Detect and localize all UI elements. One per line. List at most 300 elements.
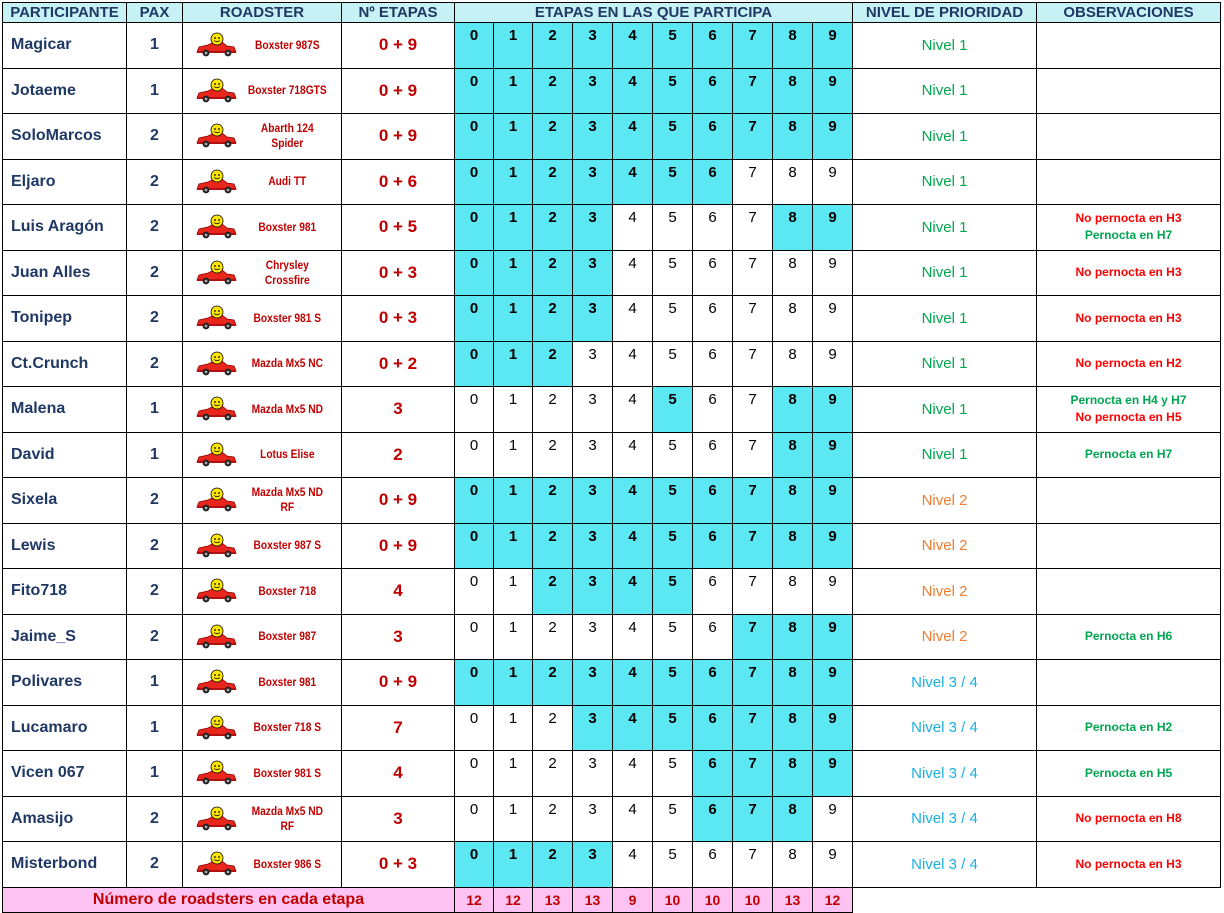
stage-cell: 5 <box>653 296 693 342</box>
participant-name: Sixela <box>3 478 127 524</box>
stage-cell: 8 <box>773 205 813 251</box>
table-row <box>3 432 1221 478</box>
stage-cell: 3 <box>573 478 613 524</box>
stage-cell: 5 <box>653 205 693 251</box>
roadster-car-icon <box>195 715 237 741</box>
stage-cell: 4 <box>613 250 653 296</box>
table-row <box>3 250 1221 296</box>
observation-note: Pernocta en H2 <box>1084 720 1173 735</box>
roadster-car-icon <box>195 624 237 650</box>
roadster-car-icon <box>195 214 237 240</box>
table-row <box>3 842 1221 888</box>
stage-cell: 2 <box>533 523 573 569</box>
stage-cell: 8 <box>773 523 813 569</box>
participant-name: Amasijo <box>3 796 127 842</box>
roadster-wrap <box>183 797 341 842</box>
stage-cell: 2 <box>533 341 573 387</box>
header-roadster: ROADSTER <box>183 3 342 23</box>
stage-cell: 4 <box>613 341 653 387</box>
stage-cell: 9 <box>813 114 853 160</box>
roadster-wrap <box>183 205 341 250</box>
priority-level: Nivel 1 <box>853 296 1037 342</box>
priority-level: Nivel 1 <box>853 250 1037 296</box>
stage-cell: 8 <box>773 432 813 478</box>
stage-cell: 9 <box>813 205 853 251</box>
roadster-wrap <box>183 478 341 523</box>
stage-count: 0 + 5 <box>342 205 455 251</box>
stage-cell: 3 <box>573 523 613 569</box>
stage-cell: 0 <box>455 159 494 205</box>
stage-cell: 5 <box>653 796 693 842</box>
stage-cell: 9 <box>813 705 853 751</box>
stage-cell: 4 <box>613 842 653 888</box>
priority-level: Nivel 2 <box>853 523 1037 569</box>
stage-count: 0 + 9 <box>342 114 455 160</box>
stage-cell: 3 <box>573 68 613 114</box>
pax-count: 1 <box>127 23 183 69</box>
stage-cell: 3 <box>573 296 613 342</box>
roadster-cell <box>183 705 342 751</box>
table-row <box>3 660 1221 706</box>
roadster-model: Abarth 124 Spider <box>260 121 314 151</box>
stage-cell: 8 <box>773 796 813 842</box>
stage-cell: 3 <box>573 114 613 160</box>
stage-total: 13 <box>533 887 573 912</box>
observations-cell <box>1037 159 1221 205</box>
roadster-cell <box>183 114 342 160</box>
roadster-wrap <box>183 296 341 341</box>
stage-cell: 7 <box>733 341 773 387</box>
stage-cell: 5 <box>653 478 693 524</box>
stage-cell: 2 <box>533 68 573 114</box>
stage-cell: 0 <box>455 751 494 797</box>
stage-cell: 8 <box>773 842 813 888</box>
roadster-cell <box>183 205 342 251</box>
participant-name: Jaime_S <box>3 614 127 660</box>
stage-cell: 2 <box>533 432 573 478</box>
stage-count: 0 + 6 <box>342 159 455 205</box>
stage-cell: 6 <box>693 660 733 706</box>
stage-cell: 9 <box>813 751 853 797</box>
stage-cell: 3 <box>573 796 613 842</box>
stage-count: 4 <box>342 751 455 797</box>
header-obs: OBSERVACIONES <box>1037 3 1221 23</box>
stage-cell: 0 <box>455 660 494 706</box>
priority-level: Nivel 3 / 4 <box>853 751 1037 797</box>
pax-count: 2 <box>127 796 183 842</box>
roadster-car-icon <box>195 442 237 468</box>
roadster-car-icon <box>195 396 237 422</box>
stage-cell: 6 <box>693 569 733 615</box>
stage-cell: 8 <box>773 23 813 69</box>
observation-note: Pernocta en H7 <box>1084 447 1173 462</box>
stage-cell: 6 <box>693 296 733 342</box>
stage-cell: 3 <box>573 159 613 205</box>
pax-count: 2 <box>127 250 183 296</box>
roadster-car-icon <box>195 260 237 286</box>
stage-cell: 1 <box>494 387 533 433</box>
stage-cell: 4 <box>613 296 653 342</box>
roadster-car-icon <box>195 169 237 195</box>
roadster-cell <box>183 250 342 296</box>
stage-cell: 6 <box>693 341 733 387</box>
observations-cell <box>1037 523 1221 569</box>
roadster-model: Boxster 718GTS <box>247 83 327 98</box>
stage-cell: 1 <box>494 478 533 524</box>
stage-cell: 6 <box>693 159 733 205</box>
stage-cell: 6 <box>693 114 733 160</box>
stage-total: 12 <box>494 887 533 912</box>
footer-row <box>3 887 1221 912</box>
observations-cell <box>1037 660 1221 706</box>
stage-total: 10 <box>653 887 693 912</box>
stage-cell: 0 <box>455 250 494 296</box>
table-row <box>3 751 1221 797</box>
stage-cell: 4 <box>613 796 653 842</box>
stage-total: 9 <box>613 887 653 912</box>
stage-cell: 7 <box>733 751 773 797</box>
stage-cell: 1 <box>494 114 533 160</box>
stage-cell: 3 <box>573 842 613 888</box>
stage-cell: 5 <box>653 751 693 797</box>
stage-cell: 1 <box>494 432 533 478</box>
pax-count: 1 <box>127 705 183 751</box>
priority-level: Nivel 1 <box>853 341 1037 387</box>
footer-blank <box>1037 887 1221 912</box>
table-row <box>3 341 1221 387</box>
stage-cell: 7 <box>733 478 773 524</box>
observation-note: No pernocta en H5 <box>1075 410 1182 425</box>
stage-cell: 6 <box>693 68 733 114</box>
stage-cell: 9 <box>813 341 853 387</box>
stage-cell: 0 <box>455 114 494 160</box>
observations-cell <box>1037 296 1221 342</box>
stage-cell: 7 <box>733 705 773 751</box>
stage-cell: 0 <box>455 569 494 615</box>
table-row <box>3 23 1221 69</box>
stage-cell: 5 <box>653 114 693 160</box>
stage-cell: 6 <box>693 387 733 433</box>
roadster-cell <box>183 387 342 433</box>
participant-name: Eljaro <box>3 159 127 205</box>
stage-count: 0 + 9 <box>342 660 455 706</box>
roadster-cell <box>183 614 342 660</box>
header-nivel: NIVEL DE PRIORIDAD <box>853 3 1037 23</box>
stage-cell: 8 <box>773 250 813 296</box>
stage-cell: 3 <box>573 705 613 751</box>
stage-cell: 2 <box>533 842 573 888</box>
roadster-wrap <box>183 342 341 387</box>
stage-cell: 7 <box>733 569 773 615</box>
observation-note: No pernocta en H3 <box>1075 265 1182 280</box>
stage-cell: 1 <box>494 250 533 296</box>
priority-level: Nivel 1 <box>853 23 1037 69</box>
priority-level: Nivel 2 <box>853 478 1037 524</box>
roadster-wrap <box>183 387 341 432</box>
stage-cell: 9 <box>813 796 853 842</box>
roadster-cell <box>183 569 342 615</box>
stage-cell: 7 <box>733 205 773 251</box>
stage-cell: 7 <box>733 159 773 205</box>
header-row <box>3 3 1221 23</box>
stage-count: 0 + 9 <box>342 68 455 114</box>
observation-note: No pernocta en H3 <box>1075 211 1182 226</box>
stage-total: 10 <box>733 887 773 912</box>
roadster-model: Lotus Elise <box>260 447 315 462</box>
roadster-model: Boxster 987 <box>258 629 317 644</box>
stage-cell: 4 <box>613 660 653 706</box>
stage-cell: 1 <box>494 296 533 342</box>
stage-cell: 8 <box>773 341 813 387</box>
stage-cell: 5 <box>653 660 693 706</box>
stage-cell: 2 <box>533 705 573 751</box>
stage-count: 4 <box>342 569 455 615</box>
stage-cell: 5 <box>653 842 693 888</box>
stage-cell: 0 <box>455 432 494 478</box>
observation-note: No pernocta en H3 <box>1075 856 1182 871</box>
stage-cell: 2 <box>533 250 573 296</box>
stage-cell: 4 <box>613 751 653 797</box>
stage-cell: 7 <box>733 250 773 296</box>
stage-count: 0 + 3 <box>342 296 455 342</box>
stage-cell: 7 <box>733 387 773 433</box>
stage-cell: 9 <box>813 250 853 296</box>
stage-cell: 0 <box>455 523 494 569</box>
roadster-car-icon <box>195 32 237 58</box>
table-row <box>3 68 1221 114</box>
roadster-cell <box>183 68 342 114</box>
stage-cell: 5 <box>653 250 693 296</box>
stage-cell: 8 <box>773 569 813 615</box>
roadster-car-icon <box>195 123 237 149</box>
header-pax: PAX <box>127 3 183 23</box>
observation-note: Pernocta en H4 y H7 <box>1070 393 1187 408</box>
stage-cell: 6 <box>693 523 733 569</box>
stage-cell: 2 <box>533 296 573 342</box>
table-row <box>3 159 1221 205</box>
roadster-wrap <box>183 751 341 796</box>
stage-cell: 8 <box>773 68 813 114</box>
participant-name: David <box>3 432 127 478</box>
header-etapas: Nº ETAPAS <box>342 3 455 23</box>
participant-name: SoloMarcos <box>3 114 127 160</box>
footer-label: Número de roadsters en cada etapa <box>3 887 455 912</box>
stage-cell: 6 <box>693 705 733 751</box>
observations-cell <box>1037 23 1221 69</box>
footer-blank <box>853 887 1037 912</box>
priority-level: Nivel 2 <box>853 569 1037 615</box>
stage-cell: 5 <box>653 341 693 387</box>
header-stages: ETAPAS EN LAS QUE PARTICIPA <box>455 3 853 23</box>
stage-cell: 1 <box>494 751 533 797</box>
priority-level: Nivel 3 / 4 <box>853 705 1037 751</box>
roadster-cell <box>183 432 342 478</box>
stage-cell: 7 <box>733 23 773 69</box>
roadster-model: Boxster 987 S <box>253 538 322 553</box>
stage-cell: 1 <box>494 614 533 660</box>
table-row <box>3 796 1221 842</box>
stage-cell: 6 <box>693 614 733 660</box>
stage-cell: 9 <box>813 296 853 342</box>
table-row <box>3 705 1221 751</box>
stage-total: 13 <box>773 887 813 912</box>
stage-cell: 0 <box>455 205 494 251</box>
stage-count: 0 + 2 <box>342 341 455 387</box>
pax-count: 2 <box>127 523 183 569</box>
participants-table <box>2 2 1221 913</box>
observations-cell <box>1037 387 1221 433</box>
stage-cell: 3 <box>573 205 613 251</box>
roadster-cell <box>183 660 342 706</box>
priority-level: Nivel 1 <box>853 432 1037 478</box>
roadster-model: Boxster 981 <box>258 219 317 234</box>
stage-cell: 9 <box>813 432 853 478</box>
stage-cell: 2 <box>533 569 573 615</box>
stage-cell: 6 <box>693 23 733 69</box>
participant-name: Tonipep <box>3 296 127 342</box>
stage-cell: 2 <box>533 751 573 797</box>
stage-cell: 6 <box>693 205 733 251</box>
participant-name: Magicar <box>3 23 127 69</box>
stage-cell: 2 <box>533 205 573 251</box>
priority-level: Nivel 3 / 4 <box>853 842 1037 888</box>
roadster-wrap <box>183 842 341 887</box>
stage-cell: 7 <box>733 660 773 706</box>
observations-cell <box>1037 842 1221 888</box>
observations-cell <box>1037 751 1221 797</box>
roadster-car-icon <box>195 760 237 786</box>
pax-count: 2 <box>127 842 183 888</box>
priority-level: Nivel 1 <box>853 159 1037 205</box>
roadster-model: Boxster 718 <box>258 583 317 598</box>
roadster-wrap <box>183 23 341 68</box>
stage-total: 10 <box>693 887 733 912</box>
stage-cell: 0 <box>455 478 494 524</box>
stage-cell: 9 <box>813 387 853 433</box>
stage-cell: 0 <box>455 705 494 751</box>
pax-count: 1 <box>127 660 183 706</box>
roadster-car-icon <box>195 806 237 832</box>
observations-cell <box>1037 478 1221 524</box>
stage-cell: 5 <box>653 387 693 433</box>
pax-count: 2 <box>127 159 183 205</box>
stage-count: 3 <box>342 796 455 842</box>
stage-cell: 2 <box>533 796 573 842</box>
stage-count: 0 + 3 <box>342 250 455 296</box>
stage-cell: 9 <box>813 842 853 888</box>
stage-cell: 3 <box>573 250 613 296</box>
roadster-car-icon <box>195 578 237 604</box>
participant-name: Misterbond <box>3 842 127 888</box>
stage-cell: 0 <box>455 296 494 342</box>
stage-cell: 4 <box>613 705 653 751</box>
roadster-wrap <box>183 251 341 296</box>
stage-cell: 5 <box>653 68 693 114</box>
roadster-model: Boxster 981 <box>258 674 317 689</box>
roadster-car-icon <box>195 487 237 513</box>
stage-cell: 3 <box>573 751 613 797</box>
roadster-model: Chrysley Crossfire <box>264 257 310 287</box>
roadster-model: Boxster 718 S <box>253 720 322 735</box>
table-row <box>3 205 1221 251</box>
stage-cell: 2 <box>533 159 573 205</box>
priority-level: Nivel 1 <box>853 68 1037 114</box>
roadster-cell <box>183 341 342 387</box>
header-participante: PARTICIPANTE <box>3 3 127 23</box>
stage-cell: 9 <box>813 23 853 69</box>
stage-cell: 2 <box>533 660 573 706</box>
stage-cell: 0 <box>455 341 494 387</box>
stage-cell: 4 <box>613 569 653 615</box>
stage-cell: 1 <box>494 705 533 751</box>
roadster-cell <box>183 478 342 524</box>
stage-cell: 9 <box>813 523 853 569</box>
roadster-model: Mazda Mx5 ND RF <box>251 803 324 833</box>
observations-cell <box>1037 341 1221 387</box>
roadster-wrap <box>183 615 341 660</box>
roadster-wrap <box>183 160 341 205</box>
priority-level: Nivel 2 <box>853 614 1037 660</box>
stage-cell: 9 <box>813 569 853 615</box>
roadster-model: Boxster 986 S <box>253 856 322 871</box>
stage-cell: 8 <box>773 159 813 205</box>
stage-cell: 4 <box>613 68 653 114</box>
stage-cell: 1 <box>494 341 533 387</box>
participant-name: Jotaeme <box>3 68 127 114</box>
pax-count: 2 <box>127 478 183 524</box>
stage-cell: 7 <box>733 523 773 569</box>
roadster-car-icon <box>195 351 237 377</box>
observations-cell <box>1037 614 1221 660</box>
observations-cell <box>1037 569 1221 615</box>
roadster-model: Boxster 981 S <box>253 765 322 780</box>
observations-cell <box>1037 68 1221 114</box>
observation-note: No pernocta en H2 <box>1075 356 1182 371</box>
stage-cell: 6 <box>693 796 733 842</box>
stage-count: 0 + 9 <box>342 23 455 69</box>
roadster-cell <box>183 523 342 569</box>
stage-cell: 3 <box>573 614 613 660</box>
stage-cell: 9 <box>813 68 853 114</box>
stage-cell: 8 <box>773 114 813 160</box>
stage-cell: 1 <box>494 205 533 251</box>
pax-count: 2 <box>127 114 183 160</box>
roadster-wrap <box>183 569 341 614</box>
stage-cell: 3 <box>573 23 613 69</box>
stage-cell: 6 <box>693 478 733 524</box>
observations-cell <box>1037 205 1221 251</box>
stage-cell: 7 <box>733 842 773 888</box>
roadster-model: Boxster 981 S <box>253 310 322 325</box>
observation-note: Pernocta en H6 <box>1084 629 1173 644</box>
stage-cell: 4 <box>613 114 653 160</box>
participant-name: Luis Aragón <box>3 205 127 251</box>
priority-level: Nivel 1 <box>853 205 1037 251</box>
priority-level: Nivel 1 <box>853 387 1037 433</box>
stage-cell: 5 <box>653 23 693 69</box>
stage-cell: 3 <box>573 387 613 433</box>
roadster-model: Boxster 987S <box>254 37 320 52</box>
stage-cell: 9 <box>813 159 853 205</box>
stage-cell: 1 <box>494 660 533 706</box>
stage-cell: 5 <box>653 159 693 205</box>
stage-cell: 2 <box>533 387 573 433</box>
roadster-cell <box>183 296 342 342</box>
observation-note: No pernocta en H3 <box>1075 310 1182 325</box>
roadster-car-icon <box>195 851 237 877</box>
table-row <box>3 387 1221 433</box>
stage-cell: 1 <box>494 23 533 69</box>
